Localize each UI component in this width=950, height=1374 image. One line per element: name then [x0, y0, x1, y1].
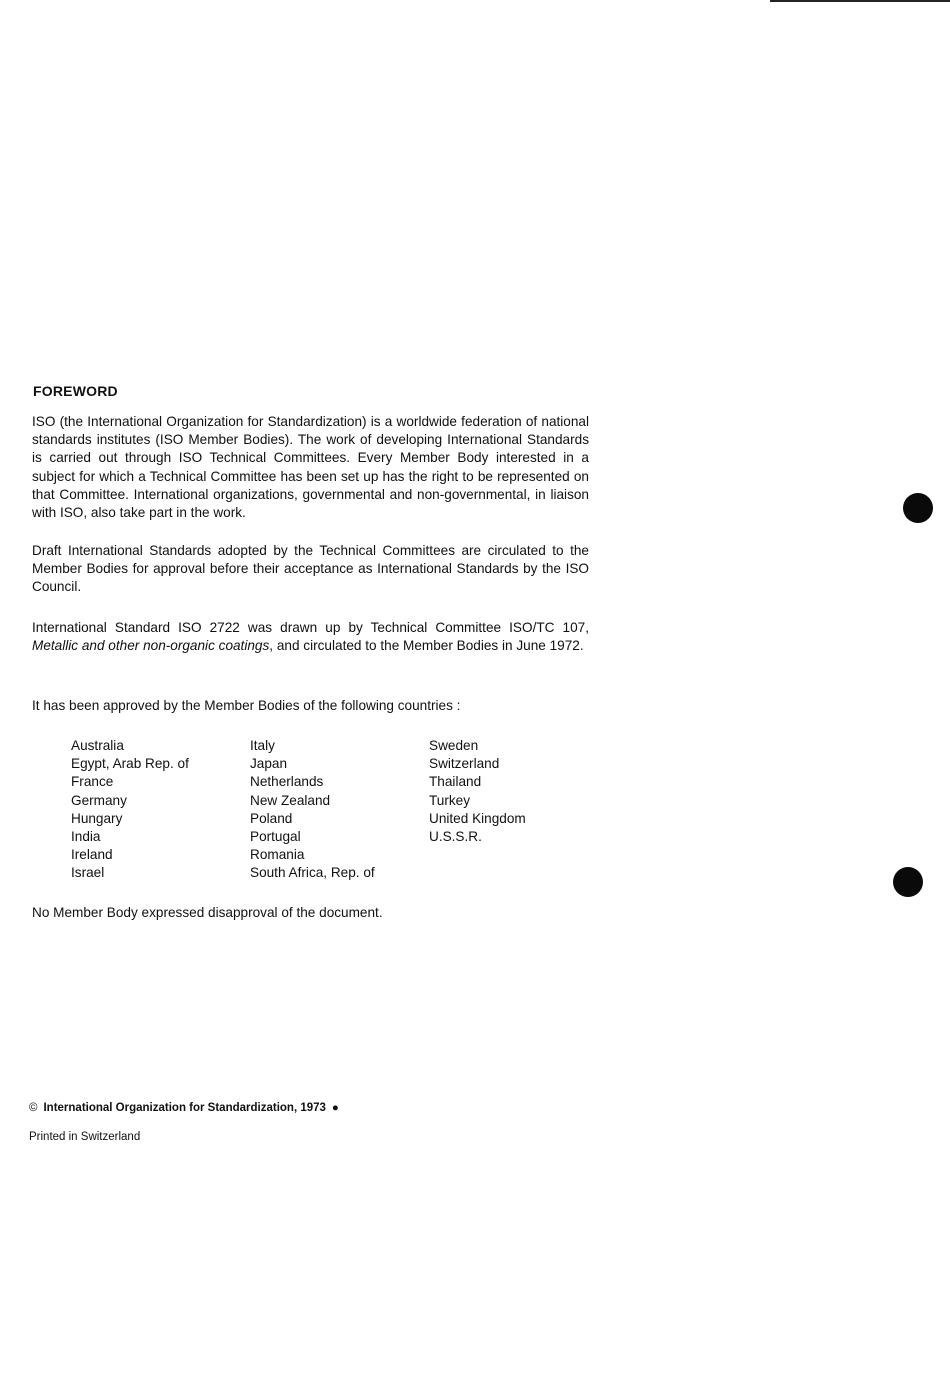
copyright-symbol: ©	[29, 1102, 38, 1114]
country-item: Italy	[250, 738, 275, 753]
country-item: France	[71, 774, 114, 790]
country-item: Netherlands	[250, 774, 324, 790]
country-item: Thailand	[429, 774, 482, 790]
country-item: New Zealand	[250, 792, 331, 808]
foreword-paragraph-4: It has been approved by the Member Bodies of the following countries :	[32, 698, 461, 713]
country-item: Switzerland	[429, 756, 500, 772]
foreword-paragraph-5: No Member Body expressed disapproval of the document.	[32, 905, 383, 920]
paragraph-3-text-start: International Standard ISO 2722 was drawn up by Technical Committee ISO/TC 107,	[32, 620, 589, 635]
country-item: Turkey	[429, 792, 471, 808]
country-item: U.S.S.R.	[429, 829, 482, 845]
country-item: Romania	[250, 847, 305, 863]
country-item: Poland	[250, 810, 293, 826]
punch-hole-upper	[903, 493, 933, 523]
country-item: Israel	[71, 865, 105, 881]
paragraph-3-text-end: , and circulated to the Member Bodies in June 1972.	[269, 638, 584, 654]
punch-hole-lower	[893, 867, 923, 897]
country-item: Ireland	[71, 847, 113, 863]
country-item: India	[71, 829, 101, 845]
top-edge-rule	[770, 0, 950, 2]
approving-countries-list	[71, 737, 569, 883]
printed-location: Printed in Switzerland	[29, 1131, 141, 1143]
copyright-notice	[29, 1102, 339, 1114]
country-item: Germany	[71, 792, 127, 808]
country-item: United Kingdom	[429, 810, 526, 826]
country-item: Egypt, Arab Rep. of	[71, 756, 189, 772]
foreword-paragraph-1: ISO (the International Organization for Standardization) is a worldwide federation of national standards institutes (ISO Member Bodies). The work of developing International Standards is carried out through ISO Technical Committees. Every Member Body interested in a subject for which a Technical Committee has been set up has the right to be represented on that Committee. International organizations, governmental and non-governmental, in liaison with ISO, also take part in the work.	[32, 414, 589, 521]
foreword-paragraph-2: Draft International Standards adopted by the Technical Committees are circulated to the Member Bodies for approval before their acceptance as International Standards by the ISO Council.	[32, 543, 589, 595]
countries-column-3	[429, 737, 569, 883]
countries-column-2	[250, 737, 429, 883]
country-item: Japan	[250, 756, 288, 772]
committee-title: Metallic and other non-organic coatings	[32, 638, 270, 654]
foreword-paragraph-3	[32, 619, 589, 655]
country-item: Portugal	[250, 829, 301, 845]
country-item: South Africa, Rep. of	[250, 865, 375, 881]
countries-column-1	[71, 737, 250, 883]
country-item: Hungary	[71, 810, 123, 826]
bullet-mark: ●	[331, 1102, 339, 1114]
country-item: Australia	[71, 738, 124, 753]
foreword-heading: FOREWORD	[33, 383, 118, 399]
country-item: Sweden	[429, 738, 479, 753]
copyright-text: International Organization for Standardization, 1973	[43, 1102, 326, 1114]
